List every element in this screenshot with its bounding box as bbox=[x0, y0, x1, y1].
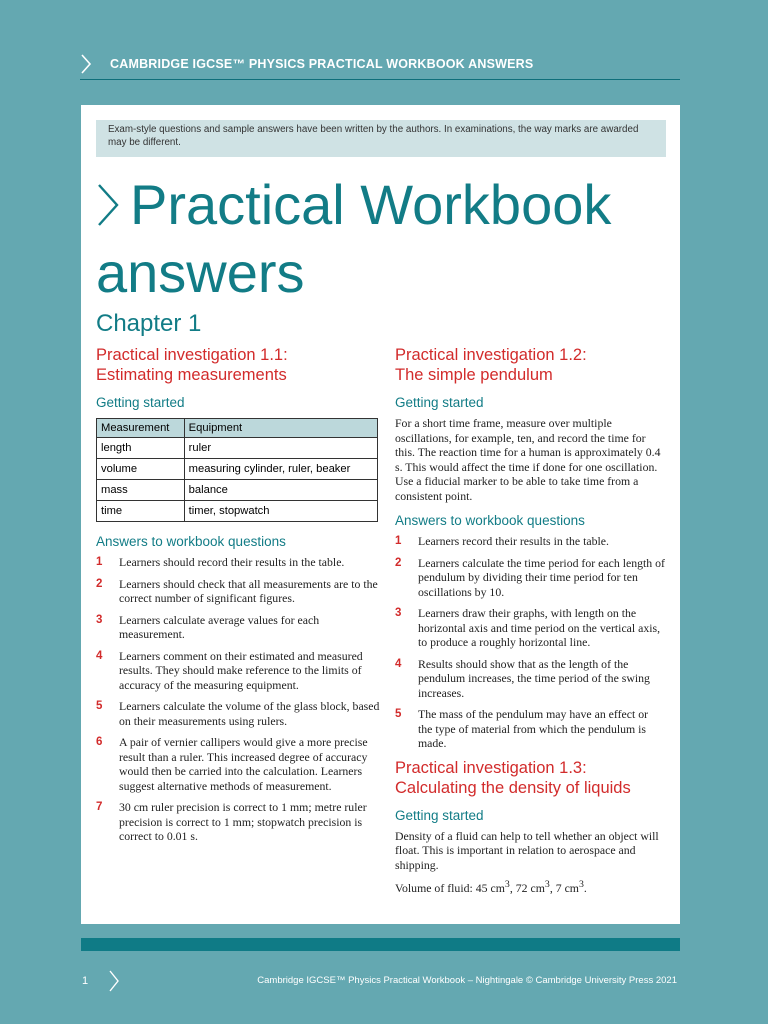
item-text: Learners calculate the volume of the glass block, based on their measurements using rulers. bbox=[119, 699, 380, 728]
answers-list bbox=[395, 534, 665, 751]
item-text: Learners record their results in the table. bbox=[418, 534, 609, 548]
item-text: Learners calculate average values for each measurement. bbox=[119, 612, 320, 641]
volume-value: 45 cm bbox=[475, 880, 505, 895]
table-row bbox=[97, 480, 378, 501]
item-number: 1 bbox=[395, 535, 402, 547]
volume-label: Volume of fluid: bbox=[395, 880, 476, 895]
answers-heading: Answers to workbook questions bbox=[395, 513, 585, 528]
density-paragraph: Density of a fluid can help to tell whether an object will float. This is important in relation to aerospace and shipping. bbox=[395, 828, 659, 872]
running-header: CAMBRIDGE IGCSE™ PHYSICS PRACTICAL WORKBOOK ANSWERS bbox=[110, 57, 534, 71]
investigation-1-2-heading bbox=[395, 345, 665, 385]
heading-line: Estimating measurements bbox=[96, 366, 287, 384]
footer-bar bbox=[81, 938, 680, 951]
item-text: Learners comment on their estimated and measured results. They should make reference to the limits of accuracy of the measuring equipment. bbox=[119, 648, 363, 692]
list-item bbox=[395, 606, 665, 650]
equipment-table bbox=[96, 418, 378, 522]
disclaimer-note: Exam-style questions and sample answers have been written by the authors. In examinations, the way marks are awarded may be different. bbox=[96, 120, 666, 157]
chapter-heading: Chapter 1 bbox=[96, 310, 202, 337]
list-item bbox=[96, 735, 381, 793]
heading-line: The simple pendulum bbox=[395, 366, 553, 384]
heading-line: Practical investigation 1.1: bbox=[96, 346, 288, 364]
footer-credit: Cambridge IGCSE™ Physics Practical Workbook – Nightingale © Cambridge University Press 2021 bbox=[257, 975, 677, 986]
page-title bbox=[96, 171, 676, 307]
heading-line: Calculating the density of liquids bbox=[395, 778, 631, 797]
left-column bbox=[96, 345, 381, 851]
item-number: 5 bbox=[395, 708, 402, 720]
table-cell: length bbox=[97, 438, 185, 459]
title-line-2: answers bbox=[96, 241, 305, 304]
chevron-right-icon bbox=[108, 970, 120, 992]
superscript: 3 bbox=[578, 879, 584, 890]
page-content bbox=[81, 105, 680, 924]
chevron-right-icon bbox=[96, 183, 120, 227]
list-item bbox=[96, 577, 381, 606]
list-item bbox=[395, 534, 665, 549]
list-item bbox=[96, 649, 381, 693]
item-number: 5 bbox=[96, 700, 103, 712]
item-text: Results should show that as the length of the pendulum increases, the time period of the swing increases. bbox=[418, 656, 650, 700]
item-number: 2 bbox=[96, 577, 103, 590]
title-line-1: Practical Workbook bbox=[130, 173, 612, 236]
table-row bbox=[97, 501, 378, 522]
item-text: Learners draw their graphs, with length on the horizontal axis and time period on the vertical axis, to produce a roughly horizontal line. bbox=[418, 606, 661, 649]
column-header: Equipment bbox=[184, 419, 377, 438]
table-header-row bbox=[97, 419, 378, 438]
heading-line: Practical investigation 1.3: bbox=[395, 758, 587, 777]
getting-started-heading: Getting started bbox=[395, 395, 484, 410]
header-divider bbox=[80, 79, 680, 80]
list-item bbox=[395, 707, 665, 751]
answers-list bbox=[96, 555, 381, 844]
list-item bbox=[96, 800, 381, 844]
item-text: 30 cm ruler precision is correct to 1 mm; metre ruler precision is correct to 1 mm; stopwatch precision is correct to 0.01 s. bbox=[119, 800, 367, 843]
item-number: 7 bbox=[96, 801, 103, 813]
list-item bbox=[96, 613, 381, 642]
getting-started-heading: Getting started bbox=[395, 807, 484, 823]
column-header: Measurement bbox=[97, 419, 185, 438]
volume-value: 7 cm bbox=[555, 880, 579, 895]
list-item bbox=[395, 556, 665, 600]
item-text: Learners calculate the time period for each length of pendulum by dividing their time period for ten oscillations by 10. bbox=[418, 555, 665, 599]
table-cell: volume bbox=[97, 459, 185, 480]
item-number: 4 bbox=[395, 657, 402, 670]
table-cell: timer, stopwatch bbox=[184, 501, 377, 522]
item-number: 4 bbox=[96, 649, 103, 662]
volume-value: 72 cm bbox=[515, 880, 545, 895]
intro-paragraph: For a short time frame, measure over multiple oscillations, for example, ten, and record the time for this. The reaction time for a human is approximately 0.4 s. This would affect the time if done for one oscillation. Use a fiducial marker to be able to take time from a consistent point. bbox=[395, 416, 661, 503]
getting-started-heading: Getting started bbox=[96, 395, 185, 410]
item-number: 3 bbox=[96, 613, 103, 626]
superscript: 3 bbox=[504, 879, 510, 890]
item-number: 6 bbox=[96, 736, 103, 748]
superscript: 3 bbox=[544, 879, 550, 890]
item-text: Learners should check that all measurements are to the correct number of significant figures. bbox=[119, 576, 378, 605]
list-item bbox=[96, 699, 381, 728]
chevron-right-icon bbox=[80, 54, 92, 74]
investigation-1-1-heading bbox=[96, 345, 381, 385]
table-row bbox=[97, 459, 378, 480]
list-item bbox=[96, 555, 381, 570]
volume-line: Volume of fluid: 45 $cm^3$, 72 $cm^3$, 7 $cm^3$. bbox=[395, 879, 587, 895]
table-cell: time bbox=[97, 501, 185, 522]
table-cell: mass bbox=[97, 480, 185, 501]
item-number: 1 bbox=[96, 556, 103, 568]
investigation-1-3-heading bbox=[395, 758, 665, 798]
page-number: 1 bbox=[82, 975, 89, 987]
table-cell: measuring cylinder, ruler, beaker bbox=[184, 459, 377, 480]
answers-heading: Answers to workbook questions bbox=[96, 534, 286, 549]
item-text: Learners should record their results in the table. bbox=[119, 555, 345, 569]
item-text: A pair of vernier callipers would give a more precise result than a ruler. This increased degree of accuracy would then be carried into the calculation. Learners suggest alternative methods of measurement. bbox=[119, 735, 368, 793]
right-column bbox=[395, 345, 665, 901]
item-number: 3 bbox=[395, 607, 402, 619]
list-item bbox=[395, 657, 665, 701]
item-number: 2 bbox=[395, 556, 402, 569]
table-cell: balance bbox=[184, 480, 377, 501]
item-text: The mass of the pendulum may have an effect or the type of material from which the pendulum is made. bbox=[418, 707, 649, 750]
table-row bbox=[97, 438, 378, 459]
table-cell: ruler bbox=[184, 438, 377, 459]
heading-line: Practical investigation 1.2: bbox=[395, 346, 587, 364]
